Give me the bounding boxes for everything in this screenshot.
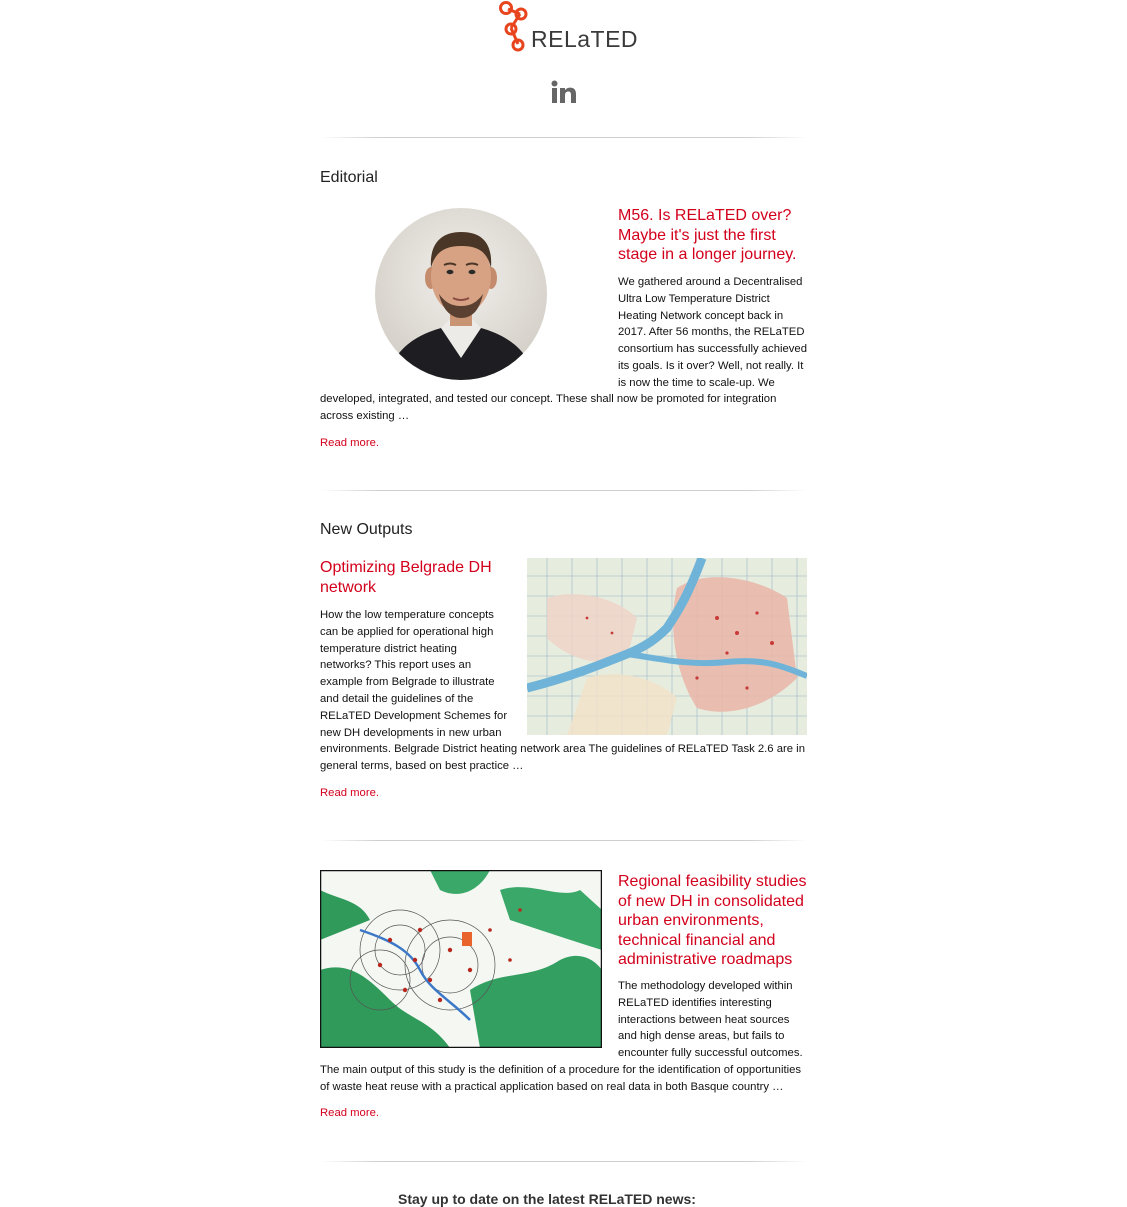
belgrade-body-full [320,741,810,775]
section-title-editorial: Editorial [320,169,378,186]
regional-map-image [320,870,602,1048]
belgrade-read-more-link[interactable]: Read more. [320,787,380,799]
body-line: RELaTED identifies interesting [618,996,772,1009]
divider [320,490,807,491]
body-line: across existing … [320,409,410,422]
headline-line: Regional feasibility studies [618,873,807,890]
body-line: The methodology developed within [618,980,793,992]
divider [320,1161,807,1162]
body-line: and high dense areas, but fails to [618,1030,785,1043]
body-line: Ultra Low Temperature District [618,292,770,305]
editorial-read-more-link[interactable]: Read more. [320,437,380,449]
body-line: Heating Network concept back in [618,309,784,322]
body-line: RELaTED Development Schemes for [320,709,508,722]
body-line: 2017. After 56 months, the RELaTED [618,326,805,339]
headline-line: Optimizing Belgrade DH [320,559,492,576]
body-line: is now the time to scale-up. We [618,376,775,389]
regional-read-more-link[interactable]: Read more. [320,1107,380,1119]
regional-body-full [320,1062,810,1096]
body-line: of waste heat reuse with a practical application based on real data in both Basque country … [320,1080,784,1093]
body-line: How the low temperature concepts [320,609,494,621]
body-line: its goals. Is it over? Well, not really. It [618,359,804,372]
body-line: temperature district heating [320,642,457,655]
body-line: environments. Belgrade District heating network area The guidelines of RELaTED Task 2.6 are in [320,743,805,755]
body-line: developed, integrated, and tested our concept. These shall now be promoted for integration [320,393,777,405]
body-line: general terms, based on best practice … [320,759,524,772]
body-line: can be applied for operational high [320,625,494,638]
body-line: The main output of this study is the definition of a procedure for the identification of opportunities [320,1064,802,1076]
divider [320,840,807,841]
body-line: encounter fully successful outcomes. [618,1047,803,1060]
headline-line: administrative roadmaps [618,951,793,968]
body-line: example from Belgrade to illustrate [320,676,495,689]
belgrade-body-left [320,607,525,741]
body-line: and detail the guidelines of the [320,692,474,705]
headline-line: urban environments, [618,912,764,929]
editorial-headline[interactable]: M56. Is RELaTED over? Maybe it's just the first stage in a longer journey. [618,207,797,263]
body-line: networks? This report uses an [320,659,472,672]
body-line: consortium has successfully achieved [618,343,807,356]
section-title-new-outputs: New Outputs [320,521,413,538]
belgrade-headline[interactable] [320,558,520,597]
logo-text: RELaTED [531,26,639,52]
body-line: interactions between heat sources [618,1013,790,1026]
divider [320,137,807,138]
editorial-body-full [320,391,810,425]
headline-line: of new DH in consolidated [618,892,804,910]
stay-up-to-date-heading: Stay up to date on the latest RELaTED news: [398,1191,696,1207]
editorial-portrait [375,208,547,380]
editorial-body-right [618,274,818,392]
linkedin-icon[interactable] [551,80,577,104]
regional-body-right [618,978,818,1062]
body-line: new DH developments in new urban [320,726,502,739]
body-line: We gathered around a Decentralised [618,276,803,288]
headline-line: technical financial and [618,931,776,949]
regional-headline[interactable] [618,872,818,970]
headline-line: network [320,578,377,596]
belgrade-map-image [527,558,807,735]
